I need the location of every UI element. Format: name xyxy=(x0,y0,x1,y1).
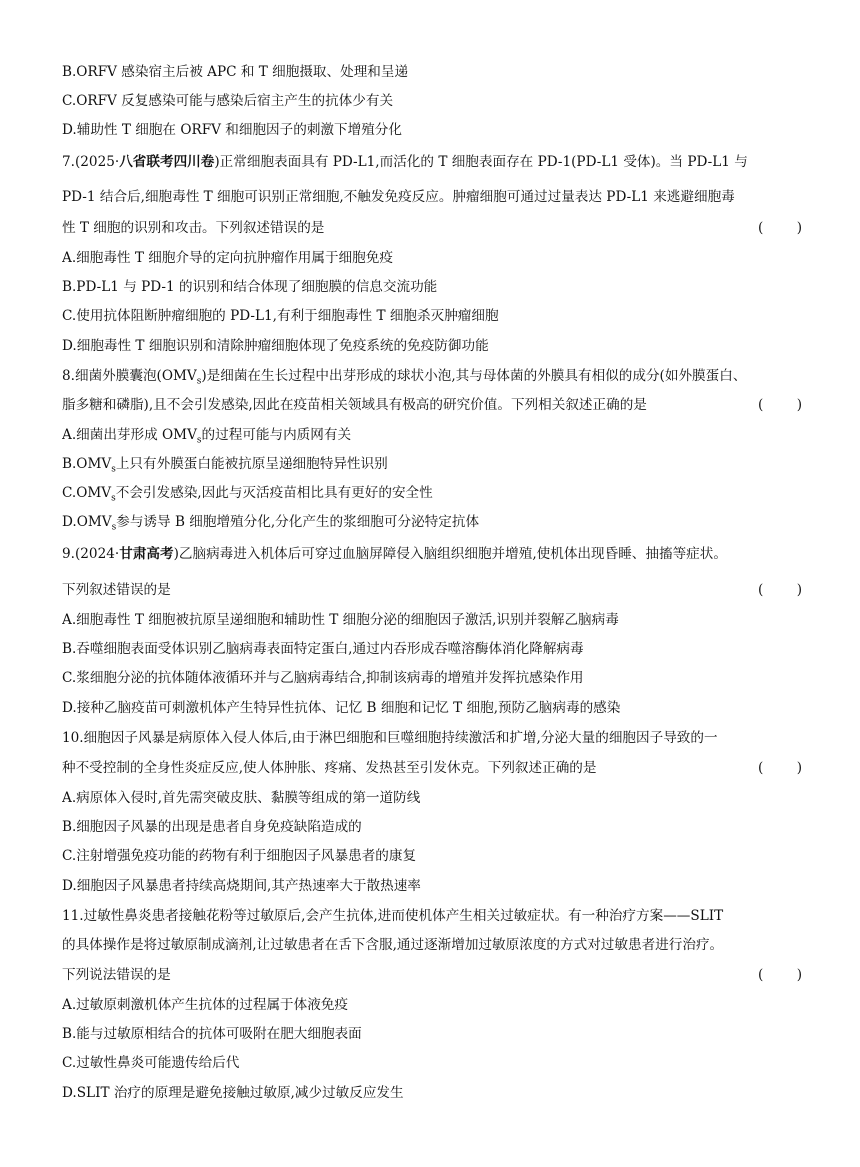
q7-option-a: A.细胞毒性 T 细胞介导的定向抗肿瘤作用属于细胞免疫 xyxy=(62,250,393,266)
q11-stem-line-3: 下列说法错误的是 xyxy=(62,967,171,983)
q6-option-c: C.ORFV 反复感染可能与感染后宿主产生的抗体少有关 xyxy=(62,93,394,109)
q7-stem-line-1: 7.(2025·八省联考四川卷)正常细胞表面具有 PD-L1,而活化的 T 细胞表面存在 PD-1(PD-L1 受体)。当 PD-L1 与 xyxy=(62,154,748,170)
q10-option-d: D.细胞因子风暴患者持续高烧期间,其产热速率大于散热速率 xyxy=(62,878,421,894)
q10-stem-line-1: 10.细胞因子风暴是病原体入侵人体后,由于淋巴细胞和巨噬细胞持续激活和扩增,分泌大量的细胞因子导致的一 xyxy=(62,730,718,746)
q11-option-d: D.SLIT 治疗的原理是避免接触过敏原,减少过敏反应发生 xyxy=(62,1085,404,1101)
q10-answer-bracket: ( ) xyxy=(758,760,802,776)
q6-option-d: D.辅助性 T 细胞在 ORFV 和细胞因子的刺激下增殖分化 xyxy=(62,122,402,138)
q7-option-b: B.PD-L1 与 PD-1 的识别和结合体现了细胞膜的信息交流功能 xyxy=(62,279,438,295)
q9-stem-line-2: 下列叙述错误的是 xyxy=(62,582,171,598)
q11-stem-line-1: 11.过敏性鼻炎患者接触花粉等过敏原后,会产生抗体,进而使机体产生相关过敏症状。有一种治疗方案——SLIT xyxy=(62,908,724,924)
q7-stem-line-2: PD-1 结合后,细胞毒性 T 细胞可识别正常细胞,不触发免疫反应。肿瘤细胞可通过过量表达 PD-L1 来逃避细胞毒 xyxy=(62,189,735,205)
q8-stem-line-1: 8.细菌外膜囊泡$(OMV_s)$是细菌在生长过程中出芽形成的球状小泡,其与母体菌的外膜具有相似的成分(如外膜蛋白、 xyxy=(62,368,747,387)
q9-source: 甘肃高考 xyxy=(119,546,174,562)
q11-option-c: C.过敏性鼻炎可能遗传给后代 xyxy=(62,1055,240,1071)
q9-option-d: D.接种乙脑疫苗可刺激机体产生特异性抗体、记忆 B 细胞和记忆 T 细胞,预防乙脑病毒的感染 xyxy=(62,700,621,716)
q11-option-b: B.能与过敏原相结合的抗体可吸附在肥大细胞表面 xyxy=(62,1026,362,1042)
q10-option-b: B.细胞因子风暴的出现是患者自身免疫缺陷造成的 xyxy=(62,819,362,835)
q9-answer-bracket: ( ) xyxy=(758,582,802,598)
q11-option-a: A.过敏原刺激机体产生抗体的过程属于体液免疫 xyxy=(62,997,349,1013)
q9-option-b: B.吞噬细胞表面受体识别乙脑病毒表面特定蛋白,通过内吞形成吞噬溶酶体消化降解病毒 xyxy=(62,641,584,657)
q9-option-c: C.浆细胞分泌的抗体随体液循环并与乙脑病毒结合,抑制该病毒的增殖并发挥抗感染作用 xyxy=(62,670,584,686)
q6-option-b: B.ORFV 感染宿主后被 APC 和 T 细胞摄取、处理和呈递 xyxy=(62,64,409,80)
q8-option-a: A.细菌出芽形成 $OMV_s$的过程可能与内质网有关 xyxy=(62,427,352,446)
q8-stem-line-2: 脂多糖和磷脂),且不会引发感染,因此在疫苗相关领域具有极高的研究价值。下列相关叙述正确的是 xyxy=(62,397,647,413)
q11-stem-line-2: 的具体操作是将过敏原制成滴剂,让过敏患者在舌下含服,通过逐渐增加过敏原浓度的方式对过敏患者进行治疗。 xyxy=(62,937,724,953)
q8-answer-bracket: ( ) xyxy=(758,397,802,413)
q9-option-a: A.细胞毒性 T 细胞被抗原呈递细胞和辅助性 T 细胞分泌的细胞因子激活,识别并裂解乙脑病毒 xyxy=(62,612,619,628)
q7-option-d: D.细胞毒性 T 细胞识别和清除肿瘤细胞体现了免疫系统的免疫防御功能 xyxy=(62,338,489,354)
q11-answer-bracket: ( ) xyxy=(758,967,802,983)
q8-option-d: $D.OMV_s$参与诱导 B 细胞增殖分化,分化产生的浆细胞可分泌特定抗体 xyxy=(62,514,480,533)
q10-option-c: C.注射增强免疫功能的药物有利于细胞因子风暴患者的康复 xyxy=(62,848,417,864)
q7-stem-line-3: 性 T 细胞的识别和攻击。下列叙述错误的是 xyxy=(62,220,325,236)
q10-stem-line-2: 种不受控制的全身性炎症反应,使人体肿胀、疼痛、发热甚至引发休克。下列叙述正确的是 xyxy=(62,760,597,776)
q8-option-b: $B.OMV_s$上只有外膜蛋白能被抗原呈递细胞特异性识别 xyxy=(62,456,388,475)
q7-answer-bracket: ( ) xyxy=(758,220,802,236)
q9-stem-line-1: 9.(2024·甘肃高考)乙脑病毒进入机体后可穿过血脑屏障侵入脑组织细胞并增殖,使机体出现昏睡、抽搐等症状。 xyxy=(62,546,727,562)
q7-source: 八省联考四川卷 xyxy=(119,154,215,170)
q7-option-c: C.使用抗体阻断肿瘤细胞的 PD-L1,有利于细胞毒性 T 细胞杀灭肿瘤细胞 xyxy=(62,308,499,324)
q10-option-a: A.病原体入侵时,首先需突破皮肤、黏膜等组成的第一道防线 xyxy=(62,790,421,806)
q8-option-c: $C.OMV_s$不会引发感染,因此与灭活疫苗相比具有更好的安全性 xyxy=(62,485,433,504)
